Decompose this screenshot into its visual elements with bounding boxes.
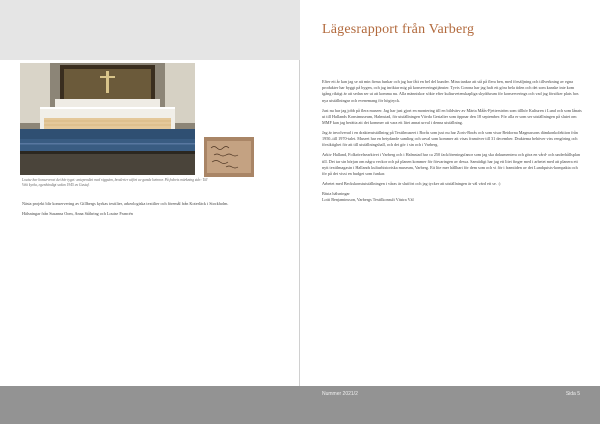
textile-label-detail-photo — [204, 137, 254, 177]
right-body-text — [322, 79, 582, 207]
photo-caption: Louise har konserverat det här tyg​et: antependiet med riggsäm, broderier utfört av gamla kvinnor. På fodrets märkning står: Till Veki kyrka, egenhändigt sedan 1945 av Gustaf. — [22, 178, 208, 188]
footer-page-number: Sida 5 — [565, 391, 580, 397]
right-paragraph: Efter ett år kan jag se att min firma funkar och jag har fått en bel del kunder. Mina tankar att stå på flera ben, med försäljning och tillverkning av egna produkter har byggt på bygen, och jag inriktar mig på konserveringstjänster. Tyvis Corona har jag haft ett göra bela tiden och det som kanske inte kom igång riktigt är att sedan ser ut att komma nu. Alla människor sökte efter kulturvetenskapliga skyddsrum för konserverings och vad jag försöker plats hos nya utställningar och evenemang för högtryck. — [322, 79, 579, 103]
footer-issue-number: Nummer 2021/2 — [322, 391, 358, 397]
left-paragraph: Hälsningar från Susanna Oom, Anna Ståhring och Louise Francén — [22, 210, 133, 216]
church-textile-photo — [20, 63, 195, 175]
signature: Bästa hälsningar Lotti Benjaminsson, Varbergs Textilkonsult Västra Väl — [322, 191, 414, 203]
right-paragraph: Jag är involverad i en drakterutställning på Textilmuseet i Borås som just nu har Zoris-Borås och som visar Beidorna Magnussons dämkonkolektion från 1950–till 1970-talet. Museet har en betydande samling och urval som kommer att visas framöver till 31 december. Draktema behöver viss rengöring och försiktighet för att till utställningshall, och det gör i sin och i Varberg. — [322, 130, 578, 148]
left-paragraph: Nästa projekt blir konservering av Gillbergs kyrkas textilier, arkeologiska textilier och föremål från Koterläck i Stockholm. — [22, 201, 229, 206]
right-paragraph: Just nu har jag jobb på flera museer. Jag har just gjort en montering till en bildvärv av Märta Måås-Fjetterström som tillhör Kulturen i Lund och som lånats ut till Hallands Konstmuseum, Halmstad, för utställningen Vävda Gestalter som öppnar den 18 september. För alla er som ser utställningen på slutet om MMF kan jag berätta att det kommer att vara ett litet annat urval i denna utställning. — [322, 107, 582, 126]
right-paragraph: Arkiv Halland, Folkrörelsearkivet i Varberg och i Halmstad har ca 250 fackföreningsfanor som jag ska dokumentera och göra en vård- och underhållsplan till. Det tar sin början om några veckor och på planen kommer för förvaringen av dessa. Samtidigt har jag ett litet finger med i arbetet med att planera ett nytt textilmagasin i Hallands kulturhistoriska museum, Varberg. Ett lite mer hållbart för dem som och vi för i framtiden av det Lundquists-kompakta och för på det visst en budget som funkar. — [322, 152, 580, 177]
right-page — [300, 0, 600, 424]
article-title: Lägesrapport från Varberg — [322, 22, 475, 37]
left-body-text — [22, 201, 277, 220]
right-paragraph: Arbetet med Beckskonstutställningen i våras är slutfört och jag tycker att utställningen är väl värd ett se. :) — [322, 181, 501, 187]
